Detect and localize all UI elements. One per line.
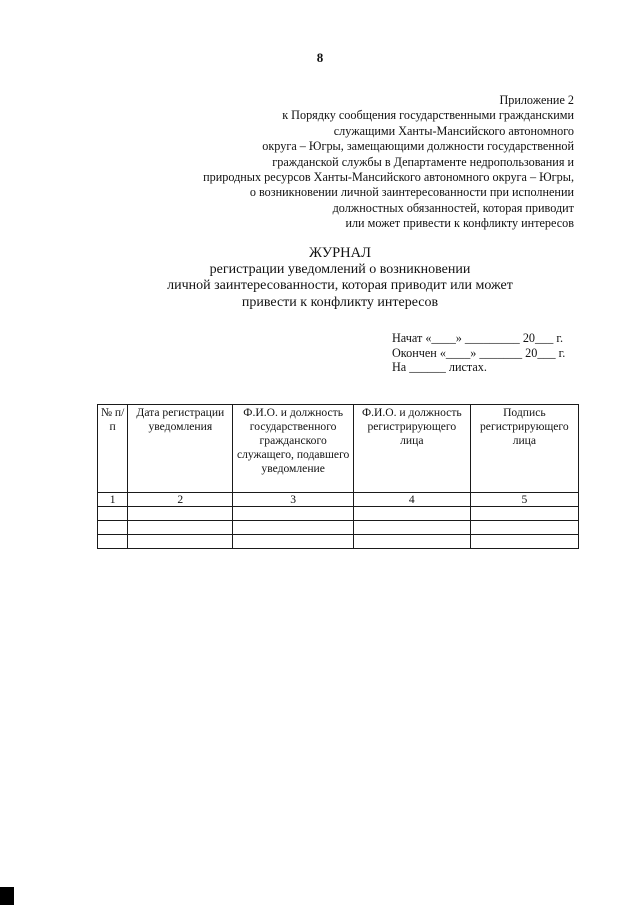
appendix-line: служащими Ханты-Мансийского автономного	[333, 123, 574, 138]
appendix-line: природных ресурсов Ханты-Мансийского автономного округа – Югры,	[203, 170, 574, 185]
appendix-line: гражданской службы в Департаменте недропользования и	[272, 154, 574, 169]
appendix-line: к Порядку сообщения государственными гражданскими	[282, 108, 574, 123]
empty-cell	[128, 521, 233, 535]
empty-cell	[128, 507, 233, 521]
journal-title-line: регистрации уведомлений о возникновении	[209, 261, 471, 277]
header-registrar-name: Ф.И.О. и должность регистрирующего лица	[353, 405, 470, 493]
journal-dates	[392, 331, 565, 375]
sheets-line: На ______ листах.	[392, 360, 487, 374]
header-number: № п/п	[98, 405, 128, 493]
appendix-line: Приложение 2	[499, 93, 574, 107]
table-row	[98, 507, 579, 521]
appendix-line: о возникновении личной заинтересованности при исполнении	[249, 185, 574, 200]
journal-title-main: ЖУРНАЛ	[309, 245, 371, 261]
column-number-row	[98, 493, 579, 507]
page-number: 8	[316, 50, 324, 65]
column-number: 1	[98, 493, 128, 507]
journal-table	[97, 404, 579, 549]
scan-corner-mark	[0, 887, 14, 905]
appendix-heading	[154, 93, 574, 232]
column-number: 5	[470, 493, 578, 507]
empty-cell	[470, 507, 578, 521]
ended-line: Окончен «____» _______ 20___ г.	[392, 345, 566, 360]
empty-cell	[470, 535, 578, 549]
journal-title-line: привести к конфликту интересов	[241, 294, 439, 310]
empty-cell	[98, 535, 128, 549]
header-registrar-signature: Подпись регистрирующего лица	[470, 405, 578, 493]
empty-cell	[233, 535, 354, 549]
empty-cell	[353, 535, 470, 549]
header-registration-date: Дата регистрации уведомления	[128, 405, 233, 493]
appendix-line: округа – Югры, замещающими должности государственной	[262, 139, 574, 154]
empty-cell	[470, 521, 578, 535]
column-number: 4	[353, 493, 470, 507]
empty-cell	[353, 507, 470, 521]
empty-cell	[233, 521, 354, 535]
appendix-line: должностных обязанностей, которая приводит	[332, 200, 574, 215]
empty-cell	[98, 521, 128, 535]
table-row	[98, 535, 579, 549]
table-header-row	[98, 405, 579, 493]
empty-cell	[128, 535, 233, 549]
empty-cell	[98, 507, 128, 521]
journal-title-line: личной заинтересованности, которая приводит или может	[167, 278, 513, 293]
empty-cell	[233, 507, 354, 521]
appendix-line: или может привести к конфликту интересов	[345, 216, 574, 231]
started-line: Начат «____» _________ 20___ г.	[392, 331, 564, 345]
header-employee-name: Ф.И.О. и должность государственного гражданского служащего, подавшего уведомление	[233, 405, 354, 493]
journal-title	[0, 245, 640, 311]
table-row	[98, 521, 579, 535]
column-number: 2	[128, 493, 233, 507]
empty-cell	[353, 521, 470, 535]
column-number: 3	[233, 493, 354, 507]
